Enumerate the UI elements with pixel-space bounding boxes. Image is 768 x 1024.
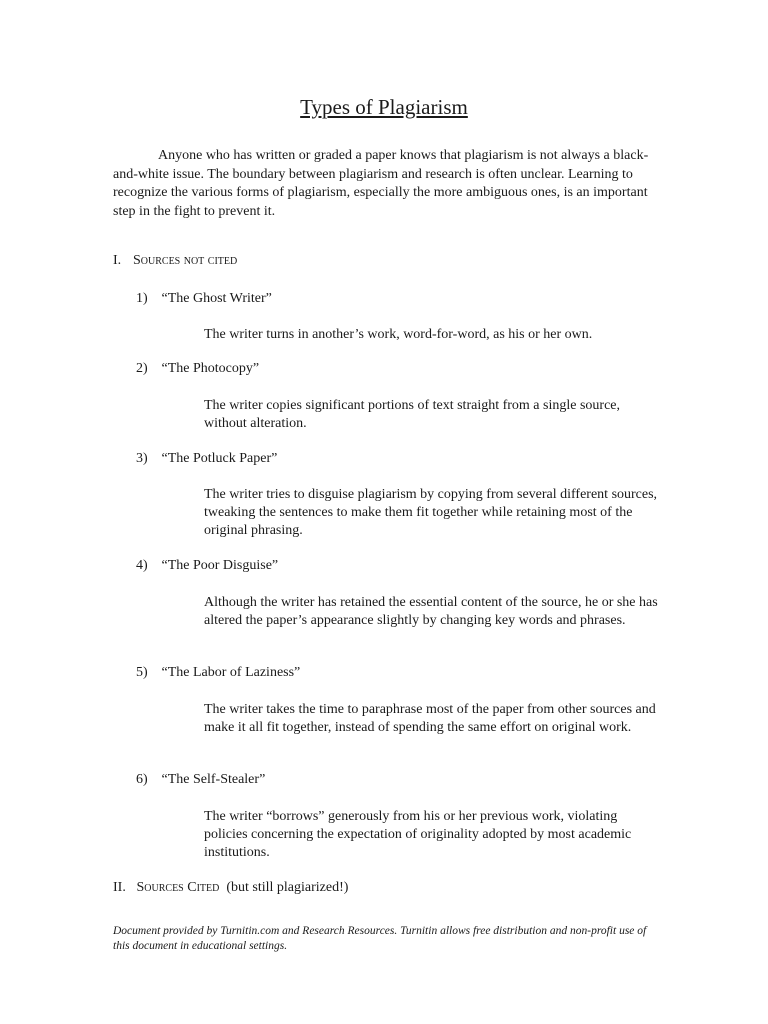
item-name: “The Labor of Laziness”: [161, 665, 301, 680]
item-name: “The Ghost Writer”: [161, 291, 272, 306]
item-description: The writer tries to disguise plagiarism by copying from several different sources, tweaking the sentences to make them fit together while retaining most of the original phrasing.: [204, 487, 658, 538]
list-item-heading: [136, 451, 277, 467]
section-heading-2: [113, 880, 348, 896]
section-number: II.: [113, 880, 126, 895]
item-description: Although the writer has retained the essential content of the source, he or she has altered the paper’s appearance slightly by changing key words and phrases.: [204, 595, 658, 628]
document-title: Types of Plagiarism: [300, 95, 468, 119]
item-name: “The Poor Disguise”: [161, 558, 279, 573]
list-item-heading: [136, 665, 300, 681]
item-number: 5): [136, 665, 148, 680]
item-number: 1): [136, 291, 148, 306]
item-name: “The Self-Stealer”: [161, 772, 266, 787]
item-number: 4): [136, 558, 148, 573]
section-label: Sources Cited: [136, 880, 220, 895]
item-number: 6): [136, 772, 148, 787]
intro-paragraph: [113, 147, 658, 221]
item-number: 3): [136, 451, 148, 466]
list-item-heading: [136, 291, 272, 307]
item-description: The writer turns in another’s work, word-for-word, as his or her own.: [204, 327, 593, 342]
item-description: The writer copies significant portions of text straight from a single source, without alteration.: [204, 398, 621, 431]
section-heading-1: [113, 253, 237, 269]
list-item-heading: [136, 558, 278, 574]
document-footer: Document provided by Turnitin.com and Research Resources. Turnitin allows free distribution and non-profit use of this document in educational settings.: [113, 925, 647, 952]
section-label: Sources not cited: [133, 253, 238, 268]
item-name: “The Photocopy”: [161, 361, 260, 376]
section-note: (but still plagiarized!): [226, 880, 349, 895]
item-number: 2): [136, 361, 148, 376]
section-number: I.: [113, 253, 122, 268]
item-description: The writer “borrows” generously from his or her previous work, violating policies concerning the expectation of originality adopted by most academic institutions.: [204, 809, 632, 860]
item-name: “The Potluck Paper”: [161, 451, 278, 466]
item-description: The writer takes the time to paraphrase most of the paper from other sources and make it all fit together, instead of spending the same effort on original work.: [204, 702, 656, 735]
intro-text: Anyone who has written or graded a paper knows that plagiarism is not always a black-and-white issue. The boundary between plagiarism and research is often unclear. Learning to recognize the various forms of plagiarism, especially the more ambiguous ones, is an important step in the fight to prevent it.: [113, 148, 649, 219]
list-item-heading: [136, 361, 259, 377]
list-item-heading: [136, 772, 265, 788]
